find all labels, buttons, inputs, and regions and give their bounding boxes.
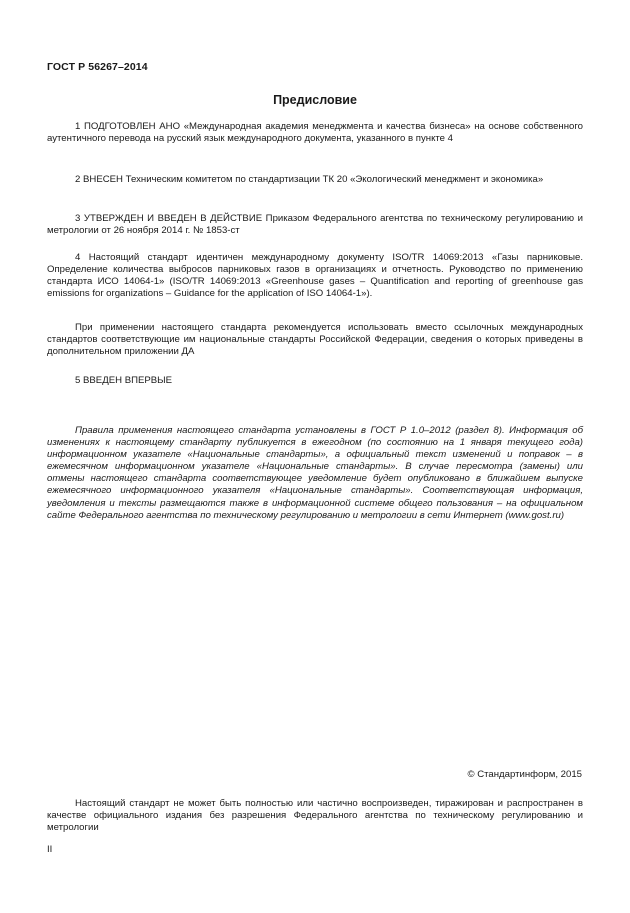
paragraph-approved: 3 УТВЕРЖДЕН И ВВЕДЕН В ДЕЙСТВИЕ Приказом Федерального агентства по техническому регулированию и метрологии от 26 ноября 2014 г. № 1853-ст (47, 213, 583, 237)
paragraph-first-introduced: 5 ВВЕДЕН ВПЕРВЫЕ (75, 375, 173, 386)
application-rules-notice: Правила применения настоящего стандарта установлены в ГОСТ Р 1.0–2012 (раздел 8). Информация об изменениях к настоящему стандарту публикуется в ежегодном (по состоянию на 1 января текущего года) информационном указателе «Национальные стандарты», а официальный текст изменений и поправок – в ежемесячном информационном указателе «Национальные стандарты». В случае пересмотра (замены) или отмены настоящего стандарта соответствующее уведомление будет опубликовано в ближайшем выпуске ежемесячного информационного указателя «Национальные стандарты». Соответствующая информация, уведомления и тексты размещаются также в информационной системе общего пользования – на официальном сайте Федерального агентства по техническому регулированию и метрологии в сети Интернет (www.gost.ru) (47, 425, 583, 521)
page-number: II (47, 844, 53, 855)
document-code: ГОСТ Р 56267–2014 (47, 61, 148, 73)
paragraph-identical-standard: 4 Настоящий стандарт идентичен международному документу ISO/TR 14069:2013 «Газы парниковые. Определение количества выбросов парниковых газов в организациях и отчетность. Руководство по применению стандарта ИСО 14064-1» (ISO/TR 14069:2013 «Greenhouse gases – Quantification and reporting of greenhouse gas emissions for organizations – Guidance for the application of ISO 14064-1»). (47, 252, 583, 300)
paragraph-reference-standards: При применении настоящего стандарта рекомендуется использовать вместо ссылочных международных стандартов соответствующие им национальные стандарты Российской Федерации, сведения о которых приведены в дополнительном приложении ДА (47, 322, 583, 358)
page-title: Предисловие (273, 93, 357, 107)
copyright-line: © Стандартинформ, 2015 (467, 769, 582, 780)
paragraph-prepared-by: 1 ПОДГОТОВЛЕН АНО «Международная академия менеджмента и качества бизнеса» на основе собственного аутентичного перевода на русский язык международного документа, указанного в пункте 4 (47, 121, 583, 145)
reproduction-restriction-text: Настоящий стандарт не может быть полностью или частично воспроизведен, тиражирован и распространен в качестве официального издания без разрешения Федерального агентства по техническому регулированию и метрологии (47, 798, 583, 834)
paragraph-introduced-by: 2 ВНЕСЕН Техническим комитетом по стандартизации ТК 20 «Экологический менеджмент и экономика» (75, 174, 544, 185)
